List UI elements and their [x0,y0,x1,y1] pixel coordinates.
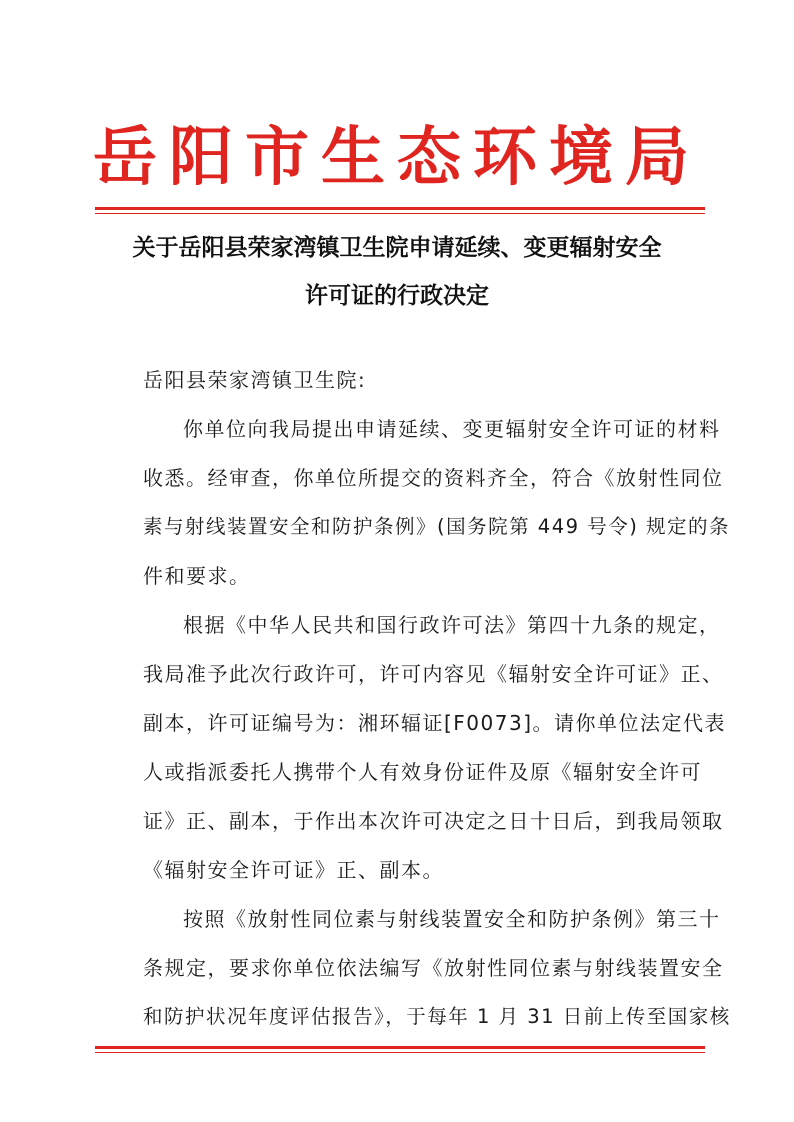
paragraph-line: 副本，许可证编号为：湘环辐证[F0073]。请你单位法定代表 [143,711,727,735]
paragraph-line: 收悉。经审查，你单位所提交的资料齐全，符合《放射性同位 [143,466,724,490]
paragraph-line: 证》正、副本，于作出本次许可决定之日十日后，到我局领取 [143,809,724,833]
footer-divider-thin [95,1052,705,1053]
paragraph-line: 人或指派委托人携带个人有效身份证件及原《辐射安全许可 [143,760,702,784]
footer-divider-thick [95,1046,705,1049]
document-title-line-1: 关于岳阳县荣家湾镇卫生院申请延续、变更辐射安全 [132,234,662,261]
addressee: 岳阳县荣家湾镇卫生院: [143,368,367,392]
paragraph-line: 我局准予此次行政许可，许可内容见《辐射安全许可证》正、 [143,662,724,686]
paragraph-line: 你单位向我局提出申请延续、变更辐射安全许可证的材料 [183,417,721,441]
paragraph-line: 按照《放射性同位素与射线装置安全和防护条例》第三十 [183,907,721,931]
header-divider-thick [95,207,705,210]
paragraph-line: 素与射线装置安全和防护条例》(国务院第 449 号令) 规定的条 [143,515,731,538]
issuing-authority-header: 岳阳市生态环境局 [93,120,701,195]
paragraph-line: 条规定，要求你单位依法编写《放射性同位素与射线装置安全 [143,956,724,980]
header-divider-thin [95,213,705,214]
paragraph-line: 根据《中华人民共和国行政许可法》第四十九条的规定， [183,613,721,637]
paragraph-line: 《辐射安全许可证》正、副本。 [143,858,444,882]
paragraph-line: 件和要求。 [143,564,251,588]
paragraph-line: 和防护状况年度评估报告》，于每年 1 月 31 日前上传至国家核 [143,1005,731,1028]
document-title-line-2: 许可证的行政决定 [305,282,489,309]
